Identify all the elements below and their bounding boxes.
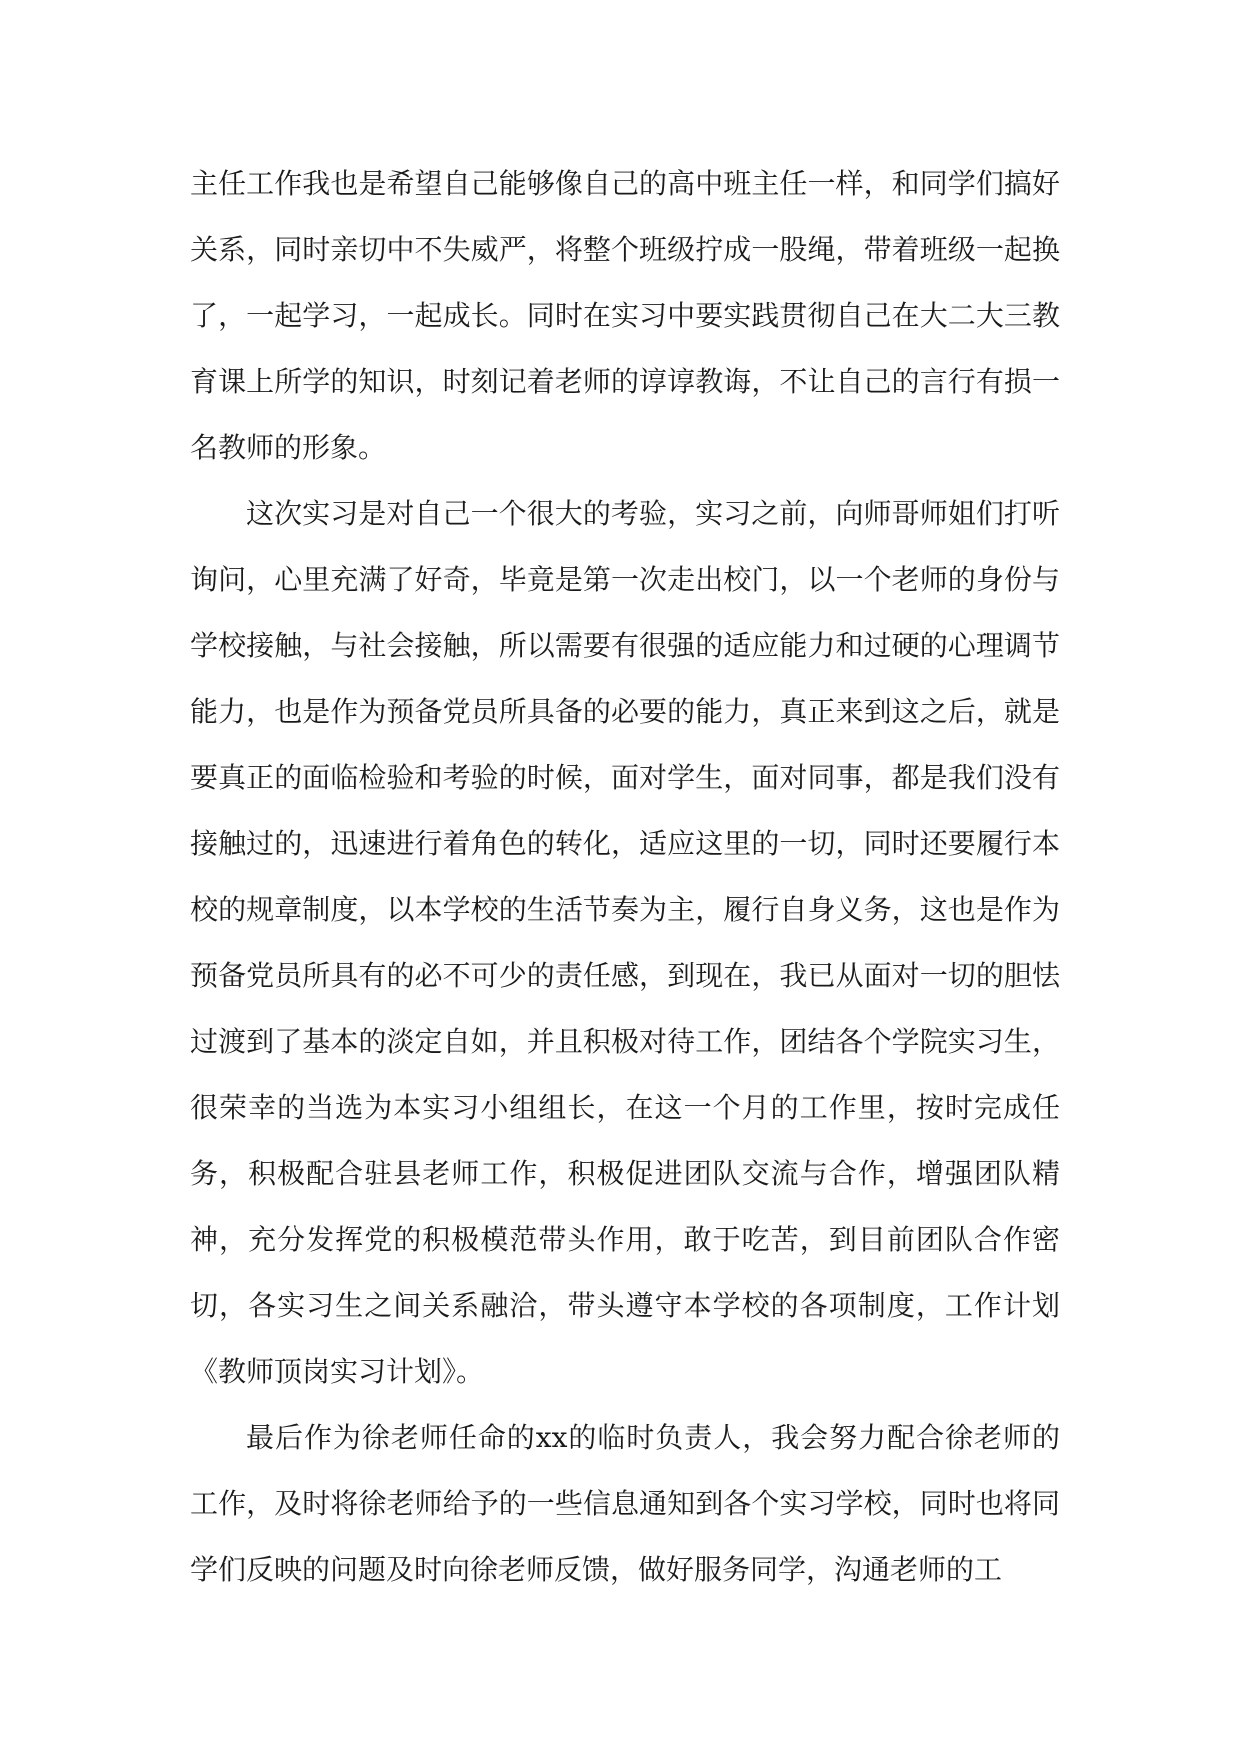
document-body bbox=[190, 151, 1060, 1603]
paragraph-1: 主任工作我也是希望自己能够像自己的高中班主任一样，和同学们搞好关系，同时亲切中不失威严，将整个班级拧成一股绳，带着班级一起换了，一起学习，一起成长。同时在实习中要实践贯彻自己在大二大三教育课上所学的知识，时刻记着老师的谆谆教诲，不让自己的言行有损一名教师的形象。 bbox=[190, 167, 1060, 464]
paragraph-3: 最后作为徐老师任命的xx的临时负责人，我会努力配合徐老师的工作，及时将徐老师给予的一些信息通知到各个实习学校，同时也将同学们反映的问题及时向徐老师反馈，做好服务同学，沟通老师的工 bbox=[190, 1421, 1060, 1586]
paragraph-2: 这次实习是对自己一个很大的考验，实习之前，向师哥师姐们打听询问，心里充满了好奇，毕竟是第一次走出校门，以一个老师的身份与学校接触，与社会接触，所以需要有很强的适应能力和过硬的心理调节能力，也是作为预备党员所具备的必要的能力，真正来到这之后，就是要真正的面临检验和考验的时候，面对学生，面对同事，都是我们没有接触过的，迅速进行着角色的转化，适应这里的一切，同时还要履行本校的规章制度，以本学校的生活节奏为主，履行自身义务，这也是作为预备党员所具有的必不可少的责任感，到现在，我已从面对一切的胆怯过渡到了基本的淡定自如，并且积极对待工作，团结各个学院实习生，很荣幸的当选为本实习小组组长，在这一个月的工作里，按时完成任务，积极配合驻县老师工作，积极促进团队交流与合作，增强团队精神，充分发挥党的积极模范带头作用，敢于吃苦，到目前团队合作密切，各实习生之间关系融洽，带头遵守本学校的各项制度，工作计划《教师顶岗实习计划》。 bbox=[190, 497, 1060, 1388]
